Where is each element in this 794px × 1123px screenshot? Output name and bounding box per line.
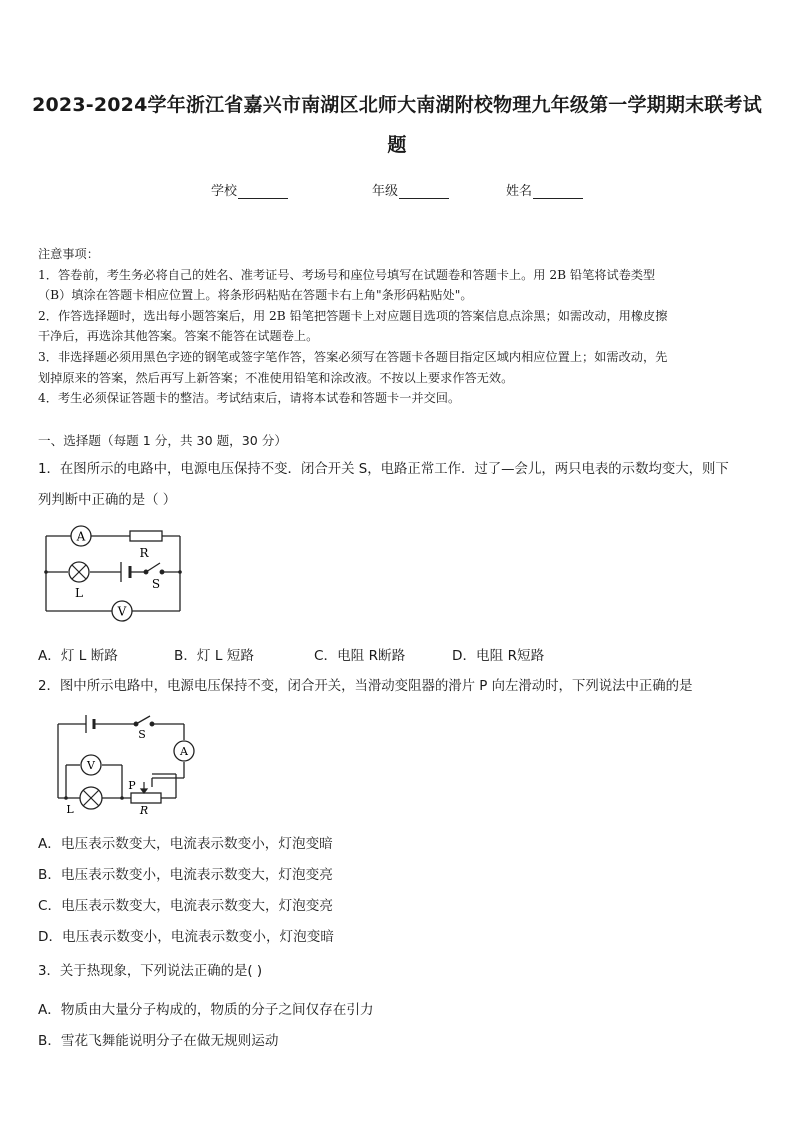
q2-option-b[interactable]: B．电压表示数变小，电流表示数变大，灯泡变亮 bbox=[38, 867, 333, 883]
q2-option-d[interactable]: D．电压表示数变小，电流表示数变小，灯泡变暗 bbox=[38, 929, 334, 945]
q2-option-c[interactable]: C．电压表示数变大，电流表示数变大，灯泡变亮 bbox=[38, 898, 333, 914]
rheostat-icon bbox=[131, 793, 161, 803]
q2-ammeter-label: A bbox=[180, 745, 188, 758]
q3-option-a[interactable]: A．物质由大量分子构成的，物质的分子之间仅存在引力 bbox=[38, 1002, 374, 1018]
notes-line: 4．考生必须保证答题卡的整洁。考试结束后，请将本试卷和答题卡一并交回。 bbox=[38, 391, 461, 406]
q2-rheostat-label: R bbox=[139, 804, 149, 817]
resistor-icon bbox=[130, 531, 162, 541]
q2-lamp-label: L bbox=[66, 803, 74, 816]
q1-option-d[interactable]: D．电阻 R短路 bbox=[452, 648, 545, 664]
q1-voltmeter-label: V bbox=[117, 604, 127, 619]
q2-voltmeter-label: V bbox=[87, 759, 95, 772]
slider-arrow-icon bbox=[141, 782, 147, 793]
school-field bbox=[211, 180, 288, 199]
exam-title-line2: 题 bbox=[387, 134, 407, 156]
q1-resistor-label: R bbox=[139, 546, 149, 560]
q1-option-b[interactable]: B．灯 L 短路 bbox=[174, 648, 254, 664]
q2-option-a[interactable]: A．电压表示数变大，电流表示数变小，灯泡变暗 bbox=[38, 836, 333, 852]
name-blank bbox=[533, 186, 583, 199]
school-label: 学校 bbox=[211, 184, 238, 199]
q1-option-a[interactable]: A．灯 L 断路 bbox=[38, 648, 118, 664]
notes-line: 划掉原来的答案，然后再写上新答案；不准使用铅笔和涂改液。不按以上要求作答无效。 bbox=[38, 370, 514, 385]
q1-stem-line2: 列判断中正确的是（ ） bbox=[38, 493, 177, 508]
q1-option-c[interactable]: C．电阻 R断路 bbox=[314, 648, 406, 664]
notes-line: 3．非选择题必须用黑色字迹的钢笔或签字笔作答，答案必须写在答题卡各题目指定区域内相应位置上；如需改动，先 bbox=[38, 349, 668, 364]
battery-icon bbox=[86, 715, 94, 733]
exam-title-line1: 2023-2024学年浙江省嘉兴市南湖区北师大南湖附校物理九年级第一学期期末联考试 bbox=[32, 94, 762, 116]
q3-option-b[interactable]: B．雪花飞舞能说明分子在做无规则运动 bbox=[38, 1033, 279, 1049]
school-blank bbox=[238, 186, 288, 199]
q1-stem-line1: 1．在图所示的电路中，电源电压保持不变．闭合开关 S，电路正常工作．过了—会儿，两只电表的示数均变大，则下 bbox=[38, 462, 729, 477]
q2-stem: 2．图中所示电路中，电源电压保持不变，闭合开关，当滑动变阻器的滑片 P 向左滑动时，下列说法中正确的是 bbox=[38, 679, 693, 694]
grade-label: 年级 bbox=[372, 184, 399, 199]
switch-icon bbox=[134, 716, 154, 726]
exam-notes bbox=[38, 244, 760, 409]
q2-slider-label: P bbox=[128, 779, 136, 792]
q2-switch-label: S bbox=[138, 728, 146, 741]
battery-icon bbox=[121, 562, 130, 582]
q1-ammeter-label: A bbox=[76, 529, 86, 544]
grade-blank bbox=[399, 186, 449, 199]
q1-circuit-diagram bbox=[38, 522, 188, 622]
grade-field bbox=[372, 180, 449, 199]
q2-circuit-diagram bbox=[44, 710, 204, 820]
switch-icon bbox=[144, 563, 164, 574]
notes-line: 2．作答选择题时，选出每小题答案后，用 2B 铅笔把答题卡上对应题目选项的答案信息点涂黑；如需改动，用橡皮擦 bbox=[38, 308, 668, 323]
q3-stem: 3．关于热现象，下列说法正确的是( ) bbox=[38, 964, 263, 979]
name-field bbox=[506, 180, 583, 199]
notes-line: （B）填涂在答题卡相应位置上。将条形码粘贴在答题卡右上角"条形码粘贴处"。 bbox=[38, 288, 473, 303]
notes-line: 1．答卷前，考生务必将自己的姓名、准考证号、考场号和座位号填写在试题卷和答题卡上。用 2B 铅笔将试卷类型 bbox=[38, 267, 656, 282]
notes-heading: 注意事项： bbox=[38, 247, 99, 261]
notes-line: 干净后，再选涂其他答案。答案不能答在试题卷上。 bbox=[38, 329, 319, 344]
q1-lamp-label: L bbox=[75, 586, 83, 600]
q1-switch-label: S bbox=[151, 577, 161, 591]
section-heading: 一、选择题（每题 1 分，共 30 题，30 分） bbox=[38, 433, 287, 448]
name-label: 姓名 bbox=[506, 184, 533, 199]
